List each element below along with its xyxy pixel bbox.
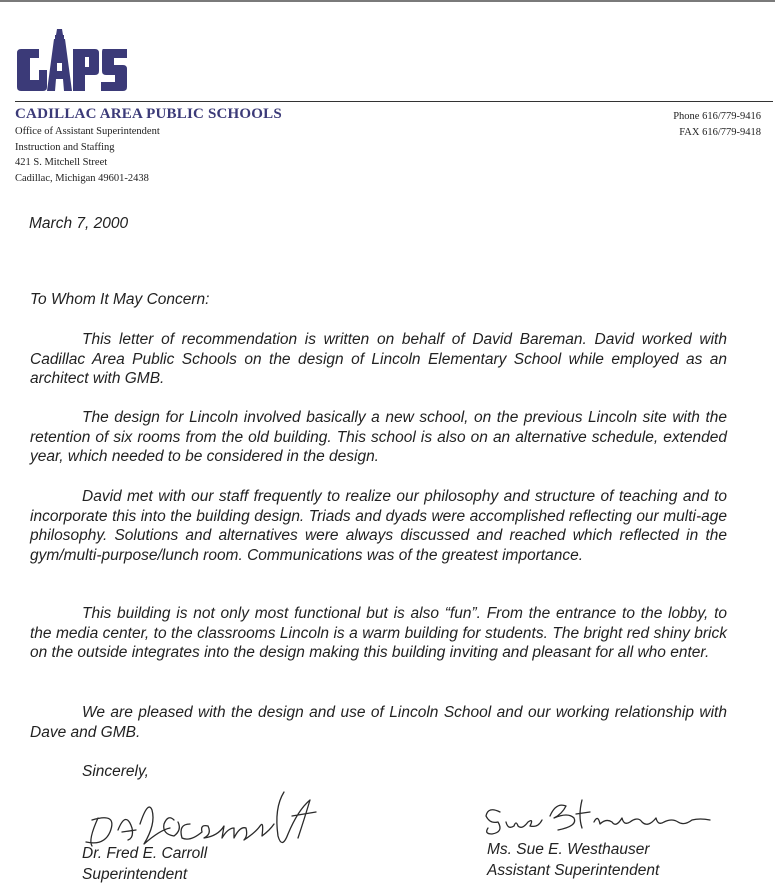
paragraph-text: David met with our staff frequently to realize our philosophy and structure of teaching and to incorporate this into the building design. Triads and dyads were accomplished reflecting our multi-age philosophy. Solutions and alternatives were always discussed and reached which reflected in the gym/multi-purpose/lunch room. Communications was of the greatest importance. bbox=[30, 488, 727, 564]
letter-date: March 7, 2000 bbox=[29, 215, 129, 232]
address-line: Cadillac, Michigan 49601-2438 bbox=[15, 172, 149, 184]
paragraph-text: This building is not only most functional but is also “fun”. From the entrance to the lobby, to the media center, to the classrooms Lincoln is a warm building for students. The bright red shiny brick on the outside integrates into the design making this building inviting and pleasant for all who enter. bbox=[30, 605, 727, 661]
paragraph-5 bbox=[30, 703, 727, 742]
caps-logo bbox=[17, 27, 129, 91]
paragraph-text: This letter of recommendation is written on behalf of David Bareman. David worked with Cadillac Area Public Schools on the design of Lincoln Elementary School while employed as an architect with GMB. bbox=[30, 331, 727, 387]
paragraph-3 bbox=[30, 487, 727, 565]
signer-name: Ms. Sue E. Westhauser bbox=[487, 841, 650, 858]
paragraph-text: We are pleased with the design and use of Lincoln School and our working relationship with Dave and GMB. bbox=[30, 704, 727, 741]
scan-top-edge bbox=[0, 0, 775, 2]
org-name: CADILLAC AREA PUBLIC SCHOOLS bbox=[15, 106, 282, 122]
salutation: To Whom It May Concern: bbox=[30, 291, 210, 308]
closing: Sincerely, bbox=[82, 763, 149, 780]
address-line: 421 S. Mitchell Street bbox=[15, 157, 108, 168]
address-line: Instruction and Staffing bbox=[15, 141, 115, 153]
signer-2 bbox=[487, 839, 659, 881]
paragraph-1 bbox=[30, 330, 727, 389]
address-line: Office of Assistant Superintendent bbox=[15, 126, 160, 137]
signer-1 bbox=[82, 843, 207, 885]
paragraph-2 bbox=[30, 408, 727, 467]
fax-number: FAX 616/779-9418 bbox=[679, 126, 761, 138]
signer-name: Dr. Fred E. Carroll bbox=[82, 845, 208, 862]
phone-number: Phone 616/779-9416 bbox=[673, 111, 761, 122]
paragraph-4 bbox=[30, 604, 727, 663]
signer-title: Superintendent bbox=[82, 866, 188, 883]
paragraph-text: The design for Lincoln involved basically a new school, on the previous Lincoln site with the retention of six rooms from the old building. This school is also on an alternative schedule, extended year, which needed to be considered in the design. bbox=[30, 409, 727, 465]
contact-block bbox=[673, 109, 761, 140]
signer-title: Assistant Superintendent bbox=[487, 862, 660, 879]
address-block bbox=[15, 124, 160, 186]
signature-westhauser bbox=[478, 792, 738, 842]
letterhead-rule bbox=[15, 101, 773, 102]
